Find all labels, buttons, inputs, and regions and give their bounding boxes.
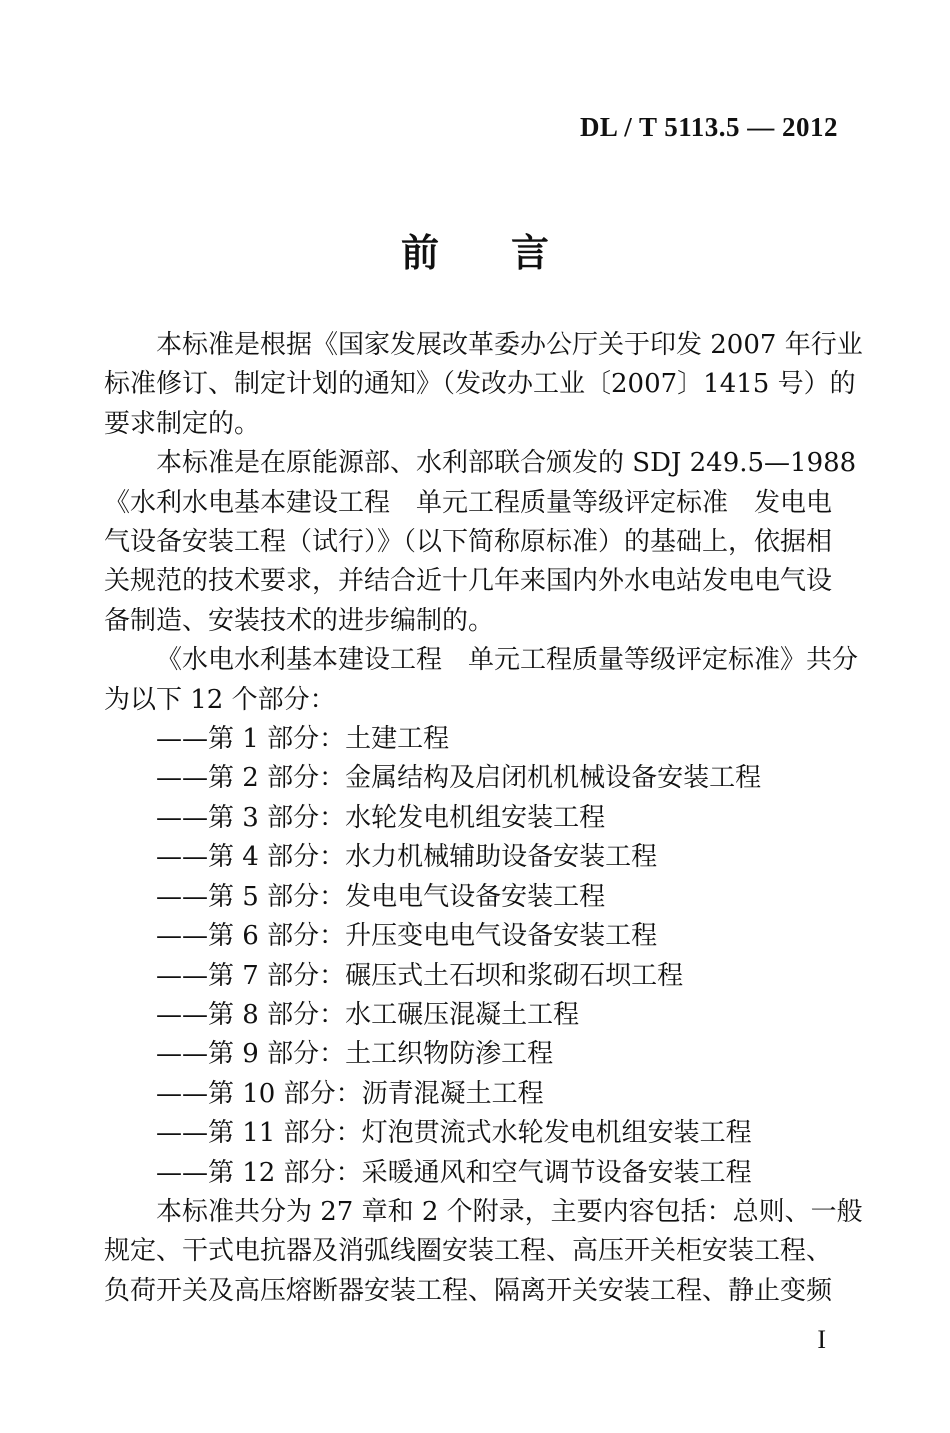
list-item: ——第 6 部分：升压变电电气设备安装工程 bbox=[156, 921, 658, 952]
paragraph-line: 为以下 12 个部分： bbox=[104, 684, 336, 715]
paragraph-line: 关规范的技术要求，并结合近十几年来国内外水电站发电电气设 bbox=[104, 566, 833, 597]
list-item: ——第 4 部分：水力机械辅助设备安装工程 bbox=[156, 842, 658, 873]
paragraph-3 bbox=[104, 641, 859, 720]
paragraph-line: 气设备安装工程（试行）》（以下简称原标准）的基础上，依据相 bbox=[104, 527, 833, 558]
title-char-2: 言 bbox=[511, 230, 550, 275]
standard-code: DL / T 5113.5 — 2012 bbox=[579, 112, 838, 142]
preface-body bbox=[104, 326, 863, 1311]
paragraph-2 bbox=[104, 444, 857, 641]
parts-list bbox=[104, 720, 848, 1193]
paragraph-line: 规定、干式电抗器及消弧线圈安装工程、高压开关柜安装工程、 bbox=[104, 1236, 833, 1267]
list-item: ——第 1 部分：土建工程 bbox=[156, 724, 450, 755]
paragraph-line: 《水利水电基本建设工程 单元工程质量等级评定标准 发电电 bbox=[104, 487, 833, 518]
list-item: ——第 9 部分：土工织物防渗工程 bbox=[156, 1039, 554, 1070]
list-item: ——第 2 部分：金属结构及启闭机机械设备安装工程 bbox=[156, 763, 762, 794]
list-item: ——第 3 部分：水轮发电机组安装工程 bbox=[156, 802, 606, 833]
paragraph-line: 标准修订、制定计划的通知》（发改办工业〔2007〕1415 号）的 bbox=[104, 369, 856, 400]
paragraph-line: 本标准是根据《国家发展改革委办公厅关于印发 2007 年行业 bbox=[156, 330, 863, 360]
title-char-1: 前 bbox=[400, 230, 439, 275]
paragraph-line: 《水电水利基本建设工程 单元工程质量等级评定标准》共分 bbox=[156, 645, 859, 676]
page-title bbox=[0, 222, 950, 277]
paragraph-line: 本标准是在原能源部、水利部联合颁发的 SDJ 249.5—1988 bbox=[156, 448, 857, 479]
paragraph-line: 要求制定的。 bbox=[104, 408, 261, 439]
paragraph-line: 本标准共分为 27 章和 2 个附录，主要内容包括：总则、一般 bbox=[156, 1196, 863, 1227]
paragraph-4 bbox=[104, 1193, 863, 1311]
list-item: ——第 12 部分：采暖通风和空气调节设备安装工程 bbox=[156, 1157, 752, 1188]
list-item: ——第 5 部分：发电电气设备安装工程 bbox=[156, 881, 606, 912]
paragraph-line: 负荷开关及高压熔断器安装工程、隔离开关安装工程、静止变频 bbox=[104, 1275, 833, 1306]
list-item: ——第 7 部分：碾压式土石坝和浆砌石坝工程 bbox=[156, 960, 684, 991]
paragraph-1 bbox=[104, 326, 863, 444]
paragraph-line: 备制造、安装技术的进步编制的。 bbox=[104, 605, 495, 636]
list-item: ——第 10 部分：沥青混凝土工程 bbox=[156, 1078, 544, 1109]
list-item: ——第 11 部分：灯泡贯流式水轮发电机组安装工程 bbox=[156, 1118, 752, 1149]
list-item: ——第 8 部分：水工碾压混凝土工程 bbox=[156, 999, 580, 1030]
page-number: I bbox=[817, 1325, 826, 1354]
